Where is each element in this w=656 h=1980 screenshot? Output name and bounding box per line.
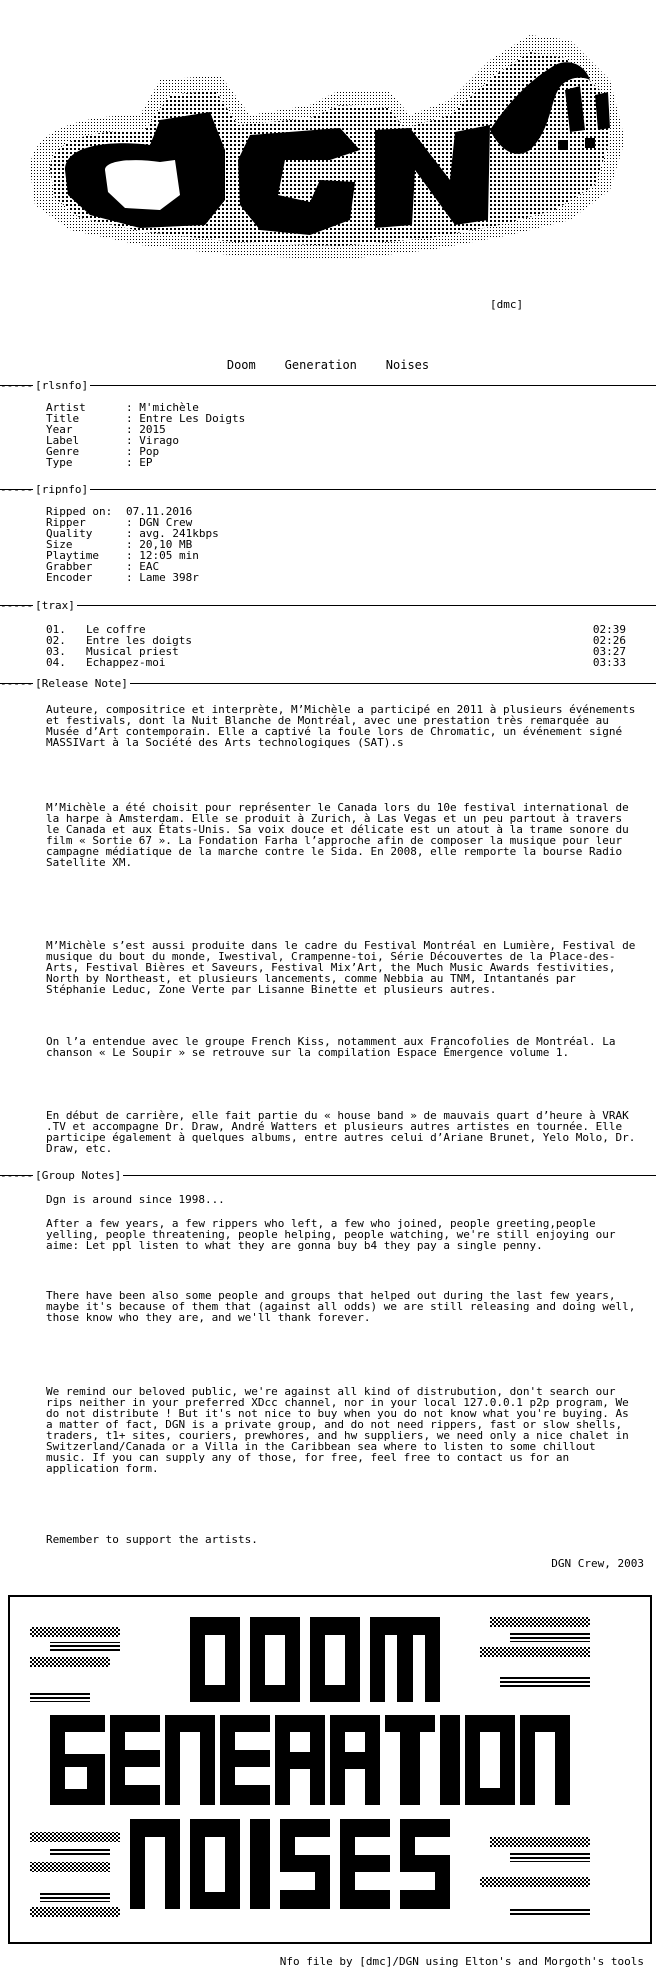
section-release-note-label: [Release Note]	[35, 678, 128, 689]
group-notes-paragraph: We remind our beloved public, we're against all kind of distrubution, don't search our rips neither in your preferred XDcc channel, nor in your local 127.0.0.1 p2p program, We do not distribute ! But it's not nice to buy when you do not know what you're buying. As a matter of fact, DGN is a private group, and do not need rippers, fast or slow shells, traders, t1+ sites, couriers, prewhores, and hw suppliers, we need only a nice chalet in Switzerland/Canada or a Villa in the Caribbean sea where to listen to some chillout music. If you can supply any of those, for free, feel free to contact us for an application form.	[46, 1385, 629, 1475]
release-field: Label : Virago	[46, 434, 179, 447]
signoff: DGN Crew, 2003	[551, 1557, 644, 1570]
section-ripinfo: ----- [ripnfo]	[0, 484, 656, 495]
rip-field: Quality : avg. 241kbps	[46, 527, 219, 540]
group-notes-paragraph: Dgn is around since 1998...	[46, 1193, 225, 1206]
banner-art	[10, 1597, 650, 1942]
section-rlsinfo: ----- [rlsnfo]	[0, 380, 656, 391]
section-trax: ----- [trax]	[0, 600, 656, 611]
footer-credit: Nfo file by [dmc]/DGN using Elton's and Morgoth's tools	[279, 1955, 644, 1968]
group-notes-paragraph: Remember to support the artists.	[46, 1533, 258, 1546]
group-notes-paragraph: There have been also some people and groups that helped out during the last few years, maybe it's because of them that (against all odds) we are still releasing and doing well, those know who they are, and we'll thank forever.	[46, 1289, 636, 1324]
release-note-paragraph: M’Michèle a été choisit pour représenter le Canada lors du 10e festival international de la harpe à Amsterdam. Elle se produit à Zurich, à Las Vegas et un peu partout à travers le Canada et aux États-Unis. Sa voix douce et délicate est un atout à la trame sonore du film « Sortie 67 ». La Fondation Farha l’approche afin de composer la musique pour leur campagne médiatique de la marche contre le Sida. En 2008, elle remporte la bourse Radio Satellite XM.	[46, 801, 629, 869]
rip-field: Size : 20,10 MB	[46, 538, 193, 551]
doom-generation-noises-banner	[8, 1595, 652, 1944]
site-title: Doom Generation Noises	[226, 358, 430, 372]
rip-field: Playtime : 12:05 min	[46, 549, 199, 562]
section-group-notes: ----- [Group Notes]	[0, 1170, 656, 1181]
dgn-logo	[10, 20, 646, 275]
release-note-paragraph: On l’a entendue avec le groupe French Kiss, notamment aux Francofolies de Montréal. La chanson « Le Soupir » se retrouve sur la compilation Espace Émergence volume 1.	[46, 1035, 616, 1059]
section-rlsinfo-label: [rlsnfo]	[35, 380, 89, 391]
release-field: Year : 2015	[46, 423, 166, 436]
release-note-paragraph: M’Michèle s’est aussi produite dans le cadre du Festival Montréal en Lumière, Festival de musique du bout du monde, Iwestival, Crampenne-toi, Série Découvertes de la Place-des-Arts, Festival Bières et Saveurs, Festival Mix’Art, the Much Music Awards festivities, North by Northeast, et plusieurs lancements, comme Nebbia au TNM, Intantanés par Stéphanie Leduc, Zone Verte par Lisanne Binette et plusieurs autres.	[46, 939, 636, 996]
rip-field: Ripper : DGN Crew	[46, 516, 193, 529]
rip-field: Grabber : EAC	[46, 560, 160, 573]
section-trax-label: [trax]	[35, 600, 75, 611]
group-notes-paragraph: After a few years, a few rippers who left, a few who joined, people greeting,people yelling, people threatening, people helping, people watching, we're still enjoying our aime: Let ppl listen to what they are gonna buy b4 they pay a single penny.	[46, 1217, 616, 1252]
section-ripinfo-label: [ripnfo]	[35, 484, 89, 495]
rip-field: Ripped on: 07.11.2016	[46, 505, 193, 518]
release-field: Artist : M'michèle	[46, 401, 199, 414]
release-note-paragraph: En début de carrière, elle fait partie du « house band » de mauvais quart d’heure à VRAK .TV et accompagne Dr. Draw, André Watters et plusieurs autres artistes en tournée. Elle participe également à quelques albums, entre autres celui d’Ariane Brunet, Yelo Molo, Dr. Draw, etc.	[46, 1109, 636, 1155]
section-release-note: ----- [Release Note]	[0, 678, 656, 689]
release-field: Type : EP	[46, 456, 153, 469]
track-row: 01. Le coffre 02:39	[46, 623, 626, 636]
track-row: 03. Musical priest 03:27	[46, 645, 626, 658]
release-note-paragraph: Auteure, compositrice et interprète, M’Michèle a participé en 2011 à plusieurs événements et festivals, dont la Nuit Blanche de Montréal, avec une prestation très remarquée au Musée d’Art contemporain. Elle a captivé la foule lors de Chromatic, un événement signé MASSIVart à la Société des Arts technologiques (SAT).s	[46, 703, 636, 749]
dgn-logo-art	[10, 20, 646, 275]
rip-field: Encoder : Lame 398r	[46, 571, 199, 584]
release-field: Genre : Pop	[46, 445, 160, 458]
section-group-notes-label: [Group Notes]	[35, 1170, 122, 1181]
track-row: 02. Entre les doigts 02:26	[46, 634, 626, 647]
track-row: 04. Echappez-moi 03:33	[46, 656, 626, 669]
logo-credit: [dmc]	[490, 298, 524, 311]
release-field: Title : Entre Les Doigts	[46, 412, 246, 425]
